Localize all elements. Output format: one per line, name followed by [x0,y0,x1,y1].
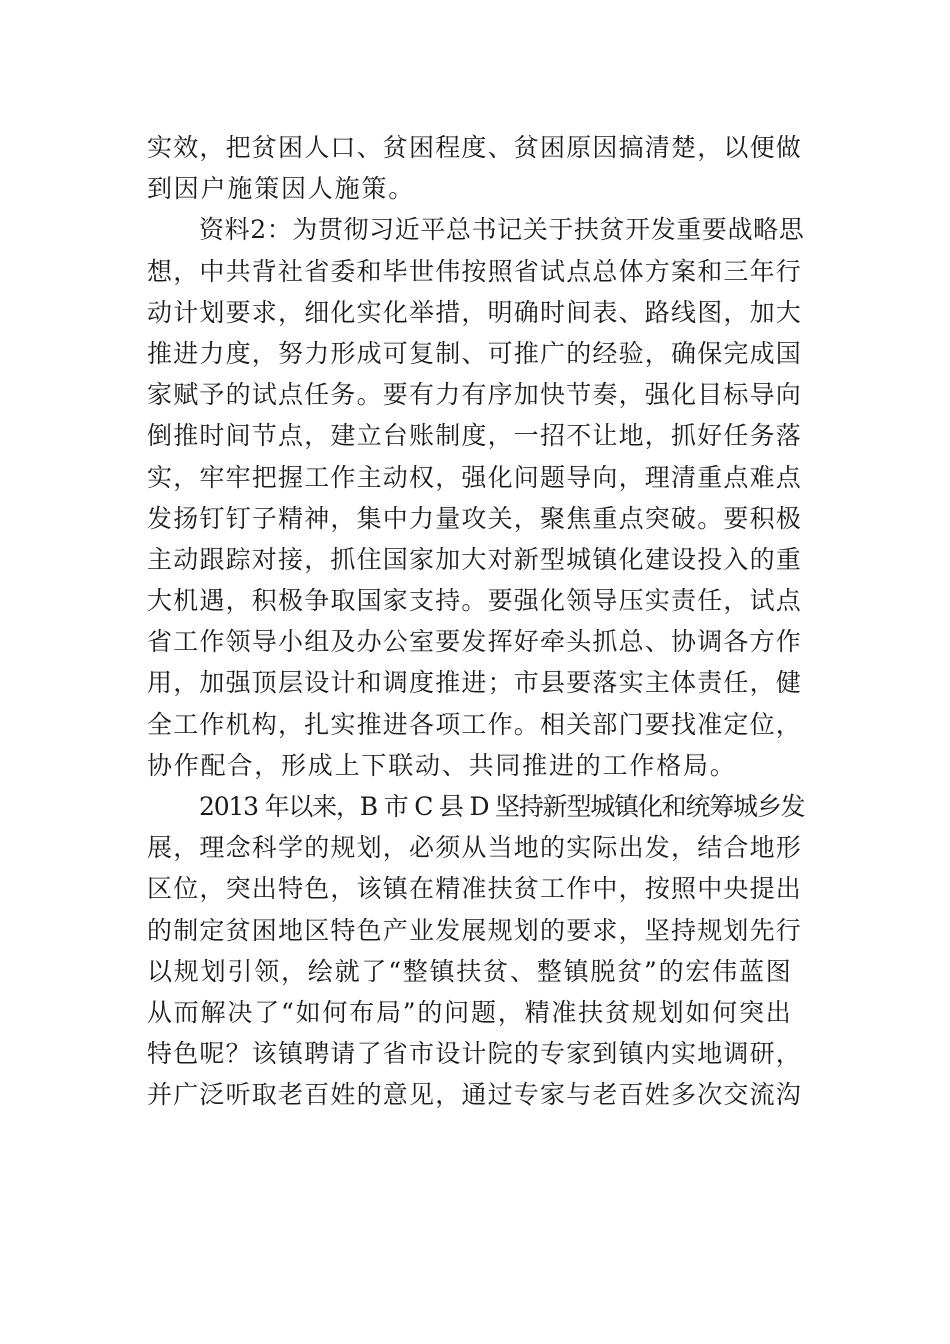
text-line: 家赋予的试点任务。要有力有序加快节奏，强化目标导向 [147,380,803,410]
text-line: 协作配合，形成上下联动、共同推进的工作格局。 [147,750,737,780]
text-line: 并广泛听取老百姓的意见，通过专家与老百姓多次交流沟 [147,1080,803,1110]
text-line: 全工作机构，扎实推进各项工作。相关部门要找准定位， [147,709,803,739]
text-line: 特色呢？该镇聘请了省市设计院的专家到镇内实地调研， [147,1039,803,1069]
text-line: 大机遇，积极争取国家支持。要强化领导压实责任，试点 [147,586,803,616]
text-line: 从而解决了“如何布局”的问题，精准扶贫规划如何突出 [147,997,793,1027]
text-line: 想，中共背社省委和毕世伟按照省试点总体方案和三年行 [147,256,803,286]
paragraph-first-line: 资料2：为贯彻习近平总书记关于扶贫开发重要战略思 [199,215,805,245]
text-line: 用，加强顶层设计和调度推进；市县要落实主体责任，健 [147,668,803,698]
text-line: 区位，突出特色，该镇在精准扶贫工作中，按照中央提出 [147,874,803,904]
text-line: 实效，把贫困人口、贫困程度、贫困原因搞清楚，以便做 [147,133,803,162]
text-line: 主动跟踪对接，抓住国家加大对新型城镇化建设投入的重 [147,544,803,574]
text-line: 实，牢牢把握工作主动权，强化问题导向，理清重点难点 [147,462,803,492]
text-line: 推进力度，努力形成可复制、可推广的经验，确保完成国 [147,338,803,368]
text-line: 省工作领导小组及办公室要发挥好牵头抓总、协调各方作 [147,627,803,657]
body-text [147,127,805,1116]
text-line: 动计划要求，细化实化举措，明确时间表、路线图，加大 [147,297,803,327]
paragraph-first-line: 2013 年以来，B 市 C 县 D 坚持新型城镇化和统筹城乡发 [199,792,805,821]
text-line: 的制定贫困地区特色产业发展规划的要求，坚持规划先行 [147,915,803,945]
text-line: 展，理念科学的规划，必须从当地的实际出发，结合地形 [147,833,803,863]
text-line: 倒推时间节点，建立台账制度，一招不让地，抓好任务落 [147,421,803,451]
text-line: 发扬钉钉子精神，集中力量攻关，聚焦重点突破。要积极 [147,503,803,533]
text-line: 到因户施策因人施策。 [147,174,416,204]
text-line: 以规划引领，绘就了“整镇扶贫、整镇脱贫”的宏伟蓝图 [147,956,793,986]
